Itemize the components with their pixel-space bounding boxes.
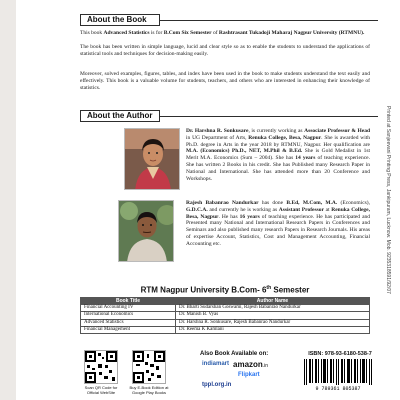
ebook-qr-code-icon — [132, 350, 166, 384]
author-name-cell: Dr. Harshna R. Sonkusare, Rajesh Babanrao Nandurkar — [176, 319, 370, 326]
book-title-cell: Financial Management — [81, 326, 176, 333]
website-qr-code-icon — [84, 350, 118, 384]
flipkart-logo: Flipkart — [238, 372, 260, 378]
author-name-cell: Dr. Reema K Kamlani — [176, 326, 370, 333]
website-url: tppl.org.in — [202, 382, 232, 388]
table-row — [81, 326, 370, 333]
available-on-label: Also Book Available on: — [200, 351, 269, 357]
cover-spine-strip — [0, 0, 16, 400]
book-title-cell: Advanced Statistics — [81, 319, 176, 326]
about-book-paragraph-3: Moreover, solved examples, figures, tables, and index have been used in the book to make students understand the text easily and effectively. This book is a valuable volume for students, teachers, and others who are interested in enhancing their knowledge of statistics. — [80, 71, 370, 91]
book-title-cell: International Economics — [81, 312, 176, 319]
heading-rule — [160, 20, 378, 21]
about-book-paragraph-2: The book has been written in simple language, lucid and clear style so as to enable the students to understand the applications of statistical tools and techniques for decision-making easily. — [80, 44, 370, 57]
about-book-heading: About the Book — [80, 14, 160, 26]
ebook-qr-caption: Buy E-Book Edition at Google Play Books — [129, 385, 169, 395]
isbn-label: ISBN: 978-93-6180-538-7 — [308, 351, 372, 357]
indiamart-logo: indiamart — [202, 361, 230, 367]
table-row — [81, 319, 370, 326]
book-title-cell: Financial Accounting IV — [81, 305, 176, 312]
about-book-intro: This book Advanced Statistics is for B.Com Six Semester of Rashtrasant Tukadoji Maharaj Nagpur University (RTMNU). — [80, 30, 365, 36]
table-row — [81, 312, 370, 319]
about-author-heading: About the Author — [80, 110, 160, 122]
author1-bio: Dr. Harshna R. Sonkusare, is currently working as Associate Professor & Head in UG Department of Arts, Renuka College, Besa, Nagpur. She is awarded with Ph.D. degree in Arts in the year 2018 by RTMNU, Nagpur. Her qualification are M.A. (Economics) Ph.D., NET, M.Phil & B.Ed. She is Gold Medalist in 1st Merit M.A. Economics (Sum – 2004). She has 14 years of teaching experience. She has written 2 Books in his credit. She has Published many Research Paper in National and International. She has attended more than 20 Conference and Workshops. — [186, 128, 371, 182]
books-table — [80, 297, 370, 334]
amazon-logo: amazon.in — [233, 360, 269, 369]
website-qr-caption: Scan QR Code for Official WebSite — [84, 385, 118, 395]
heading-rule — [160, 116, 378, 117]
author1-photo — [124, 128, 180, 190]
column-header-book-title: Book Title — [81, 298, 176, 305]
author-name-cell: Dr. Manish B. Vyas — [176, 312, 370, 319]
printer-note: Printed at Sanjeevani Printing Press, Jankipuram, Lucknow. Mob. 9235318591/92/07 — [385, 106, 391, 294]
author-name-cell: Dr. Bharti Sudarshan Goswami, Rajesh Babanrao Nandurkar — [176, 305, 370, 312]
column-header-author-name: Author Name — [176, 298, 370, 305]
author2-bio-top: Rajesh Babanrao Nandurkar has done B.Ed, M.Com, M.A. (Economics), G.D.C.A. and currently he is working as Assistant Professor at Renuka College, Besa, Nagpur. He has 16 years of teaching experience. He has participated and Presented many National and International Research Papers in Conferences and Seminars and also published many research Papers in Research Journals. His areas of expertise Account, Statistics, Cost and Management Accounting, Financial Accounting etc. — [186, 200, 371, 247]
table-row — [81, 305, 370, 312]
barcode-digits: 9 789361 805387 — [315, 386, 361, 392]
table-header-row — [81, 298, 370, 305]
barcode-icon — [300, 358, 376, 392]
author2-photo — [118, 200, 174, 262]
books-table-title: RTM Nagpur University B.Com- 6th Semester — [140, 285, 310, 295]
